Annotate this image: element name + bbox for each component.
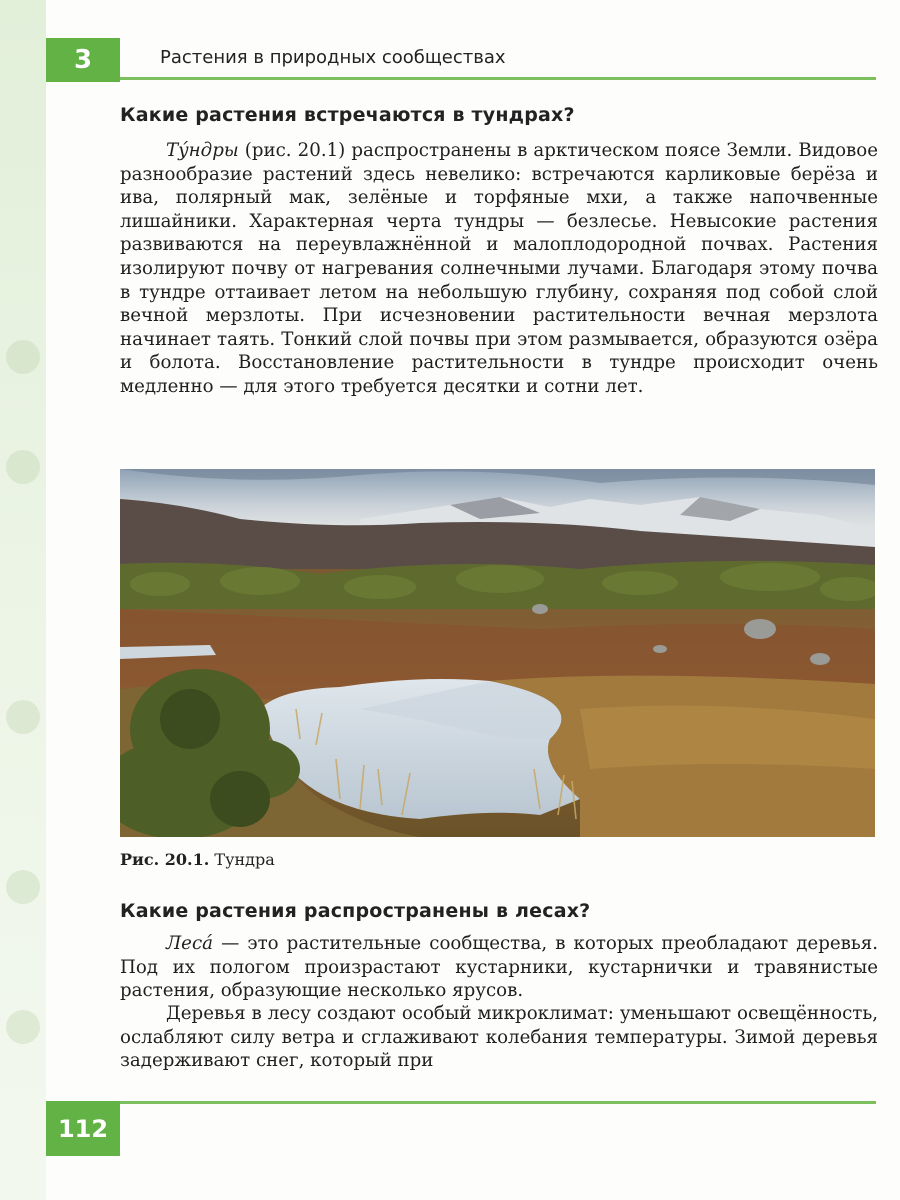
left-margin-strip — [0, 0, 46, 1200]
paragraph-tundra — [120, 139, 878, 399]
running-title: Растения в природных сообществах — [160, 47, 506, 68]
header-divider — [120, 77, 876, 80]
margin-icon — [6, 1010, 40, 1044]
paragraph-forests-1 — [120, 932, 878, 1003]
margin-icon — [6, 340, 40, 374]
page-number-badge: 112 — [46, 1101, 120, 1156]
tundra-landscape-image — [120, 469, 875, 837]
chapter-number-badge: 3 — [46, 38, 120, 82]
margin-icon — [6, 870, 40, 904]
margin-icon — [6, 700, 40, 734]
section-heading-tundra: Какие растения встречаются в тундрах? — [120, 104, 575, 126]
term-forests: Леса́ — [166, 933, 213, 954]
paragraph-tundra-text: (рис. 20.1) распространены в арктическом поясе Земли. Видовое разнообразие растений здесь невелико: встречаются карликовые берёза и ива, полярный мак, зелёные и торфяные мхи, а также напочвенные лишайники. Характерная черта тундры — безлесье. Невысокие растения развиваются на переувлажнённой и малоплодородной почвах. Растения изолируют почву от нагревания солнечными лучами. Благодаря этому почва в тундре оттаивает летом на небольшую глубину, сохраняя под собой слой вечной мерзлоты. При исчезновении растительности вечная мерзлота начинает таять. Тонкий слой почвы при этом размывается, образуются озёра и болота. Восстановление растительности в тундре происходит очень медленно — для этого требуется десятки и сотни лет. — [120, 140, 878, 397]
figure-caption — [120, 850, 275, 869]
margin-icon — [6, 450, 40, 484]
figure-caption-text: Тундра — [209, 850, 275, 869]
section-heading-forests: Какие растения распространены в лесах? — [120, 900, 591, 922]
paragraph-forests-1-text: — это растительные сообщества, в которых преобладают деревья. Под их пологом произрастают кустарники, кустарнички и травянистые растения, образующие несколько ярусов. — [120, 933, 878, 1002]
footer-divider — [120, 1101, 876, 1104]
figure-label: Рис. 20.1. — [120, 850, 210, 869]
term-tundra: Ту́ндры — [166, 140, 239, 161]
paragraph-forests-2: Деревья в лесу создают особый микроклимат: уменьшают освещённость, ослабляют силу ветра и сглаживают колебания температуры. Зимой деревья задерживают снег, который при — [120, 1003, 878, 1072]
tundra-photo — [120, 469, 875, 837]
